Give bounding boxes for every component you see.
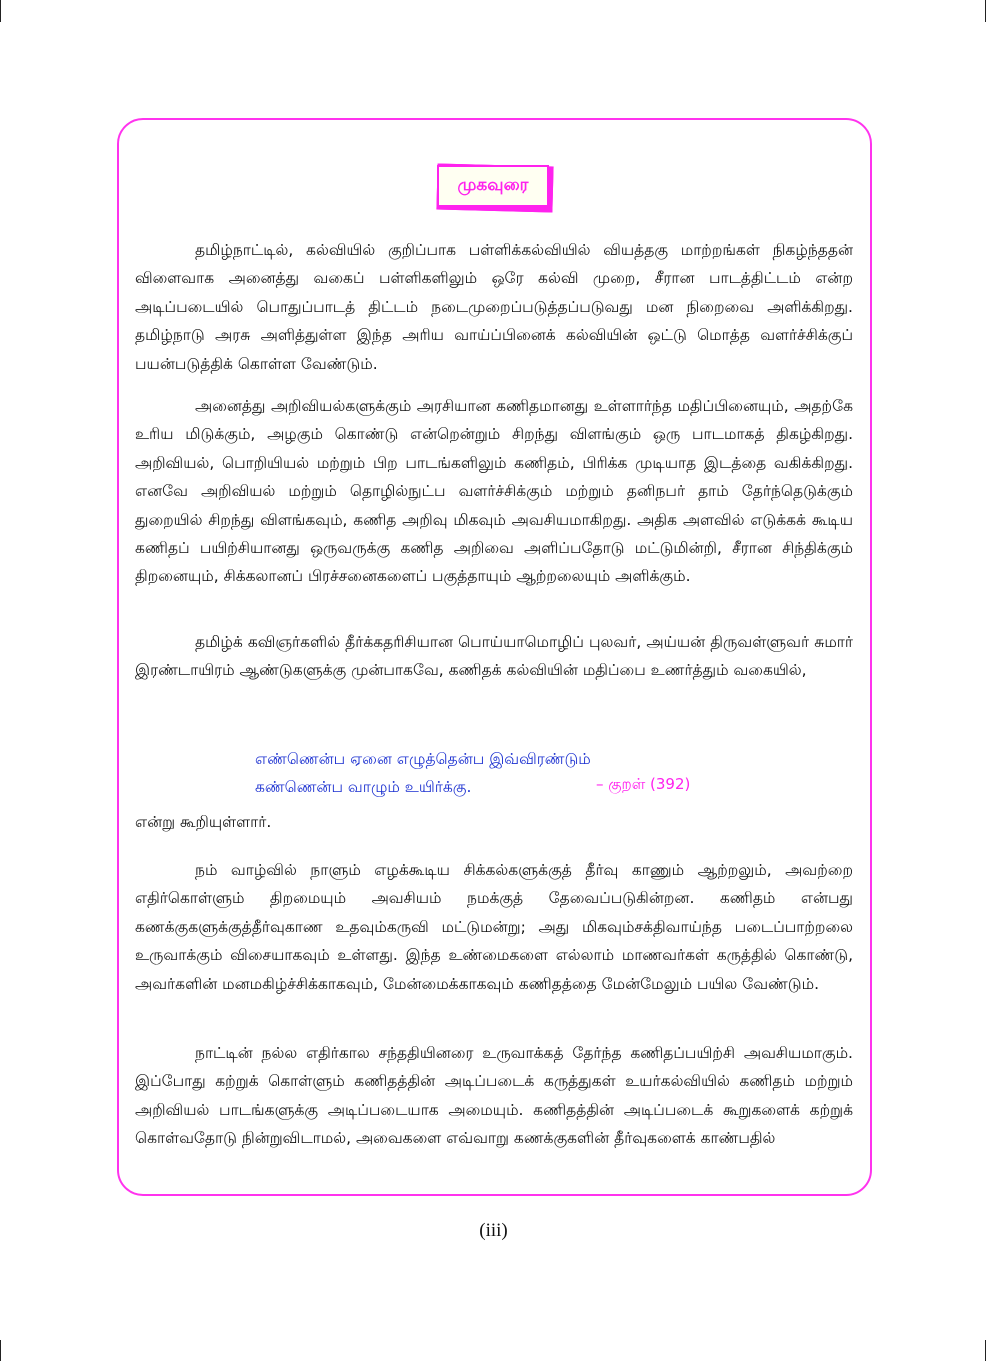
crop-mark xyxy=(985,1340,986,1361)
paragraph-4: நம் வாழ்வில் நாளும் எழக்கூடிய சிக்கல்களுக்குத் தீர்வு காணும் ஆற்றலும், அவற்றை எதிர்கொள்ளும் திறமையும் அவசியம் நமக்குத் தேவைப்படுகின்றன. கணிதம் என்பது கணக்குகளுக்குத்தீர்வுகாண உதவும்கருவி மட்டுமன்று; அது மிகவும்சக்திவாய்ந்த படைப்பாற்றலை உருவாக்கும் விசையாகவும் உள்ளது. இந்த உண்மைகளை எல்லாம் மாணவர்கள் கருத்தில் கொண்டு, அவர்களின் மனமகிழ்ச்சிக்காகவும், மேன்மைக்காகவும் கணிதத்தை மேன்மேலும் பயில வேண்டும். xyxy=(135,861,853,993)
page-title: முகவுரை xyxy=(457,175,529,195)
crop-mark xyxy=(0,1340,1,1361)
after-quote-text: என்று கூறியுள்ளார். xyxy=(135,813,272,831)
title-badge xyxy=(437,165,549,209)
crop-mark xyxy=(985,0,986,22)
kural-line-2: கண்ணென்ப வாழும் உயிர்க்கு. xyxy=(255,778,472,796)
paragraph-2: அனைத்து அறிவியல்களுக்கும் அரசியான கணிதமானது உள்ளார்ந்த மதிப்பினையும், அதற்கே உரிய மிடுக்கும், அழகும் கொண்டு என்றென்றும் சிறந்து விளங்கும் ஒரு பாடமாகத் திகழ்கிறது. அறிவியல், பொறியியல் மற்றும் பிற பாடங்களிலும் கணிதம், பிரிக்க முடியாத இடத்தை வகிக்கிறது. எனவே அறிவியல் மற்றும் தொழில்நுட்ப வளர்ச்சிக்கும் மற்றும் தனிநபர் தாம் தேர்ந்தெடுக்கும் துறையில் சிறந்து விளங்கவும், கணித அறிவு மிகவும் அவசியமாகிறது. அதிக அளவில் எடுக்கக் கூடிய கணிதப் பயிற்சியானது ஒருவருக்கு கணித அறிவை அளிப்பதோடு மட்டுமின்றி, சீரான சிந்திக்கும் திறனையும், சிக்கலானப் பிரச்சனைகளைப் பகுத்தாயும் ஆற்றலையும் அளிக்கும். xyxy=(135,397,853,586)
crop-mark xyxy=(0,0,1,22)
paragraph-1: தமிழ்நாட்டில், கல்வியில் குறிப்பாக பள்ளிக்கல்வியில் வியத்தகு மாற்றங்கள் நிகழ்ந்ததன் விளைவாக அனைத்து வகைப் பள்ளிகளிலும் ஒரே கல்வி முறை, சீரான பாடத்திட்டம் என்ற அடிப்படையில் பொதுப்பாடத் திட்டம் நடைமுறைப்படுத்தப்படுவது மன நிறைவை அளிக்கிறது. தமிழ்நாடு அரசு அளித்துள்ள இந்த அரிய வாய்ப்பினைக் கல்வியின் ஒட்டு மொத்த வளர்ச்சிக்குப் பயன்படுத்திக் கொள்ள வேண்டும். xyxy=(135,241,853,373)
title-box xyxy=(437,165,549,207)
paragraph-3: தமிழ்க் கவிஞர்களில் தீர்க்கதரிசியான பொய்யாமொழிப் புலவர், அய்யன் திருவள்ளுவர் சுமார் இரண்டாயிரம் ஆண்டுகளுக்கு முன்பாகவே, கணிதக் கல்வியின் மதிப்பை உணர்த்தும் வகையில், xyxy=(135,633,853,680)
kural-line-1: எண்ணென்ப ஏனை எழுத்தென்ப இவ்விரண்டும் xyxy=(255,750,591,768)
paragraph-5: நாட்டின் நல்ல எதிர்கால சந்ததியினரை உருவாக்கத் தேர்ந்த கணிதப்பயிற்சி அவசியமாகும். இப்போது கற்றுக் கொள்ளும் கணிதத்தின் அடிப்படைக் கருத்துகள் உயர்கல்வியில் கணிதம் மற்றும் அறிவியல் பாடங்களுக்கு அடிப்படையாக அமையும். கணிதத்தின் அடிப்படைக் கூறுகளைக் கற்றுக் கொள்வதோடு நின்றுவிடாமல், அவைகளை எவ்வாறு கணக்குகளின் தீர்வுகளைக் காண்பதில் xyxy=(135,1044,853,1148)
kural-reference: – குறள் (392) xyxy=(596,775,691,793)
page-number: (iii) xyxy=(479,1220,508,1241)
